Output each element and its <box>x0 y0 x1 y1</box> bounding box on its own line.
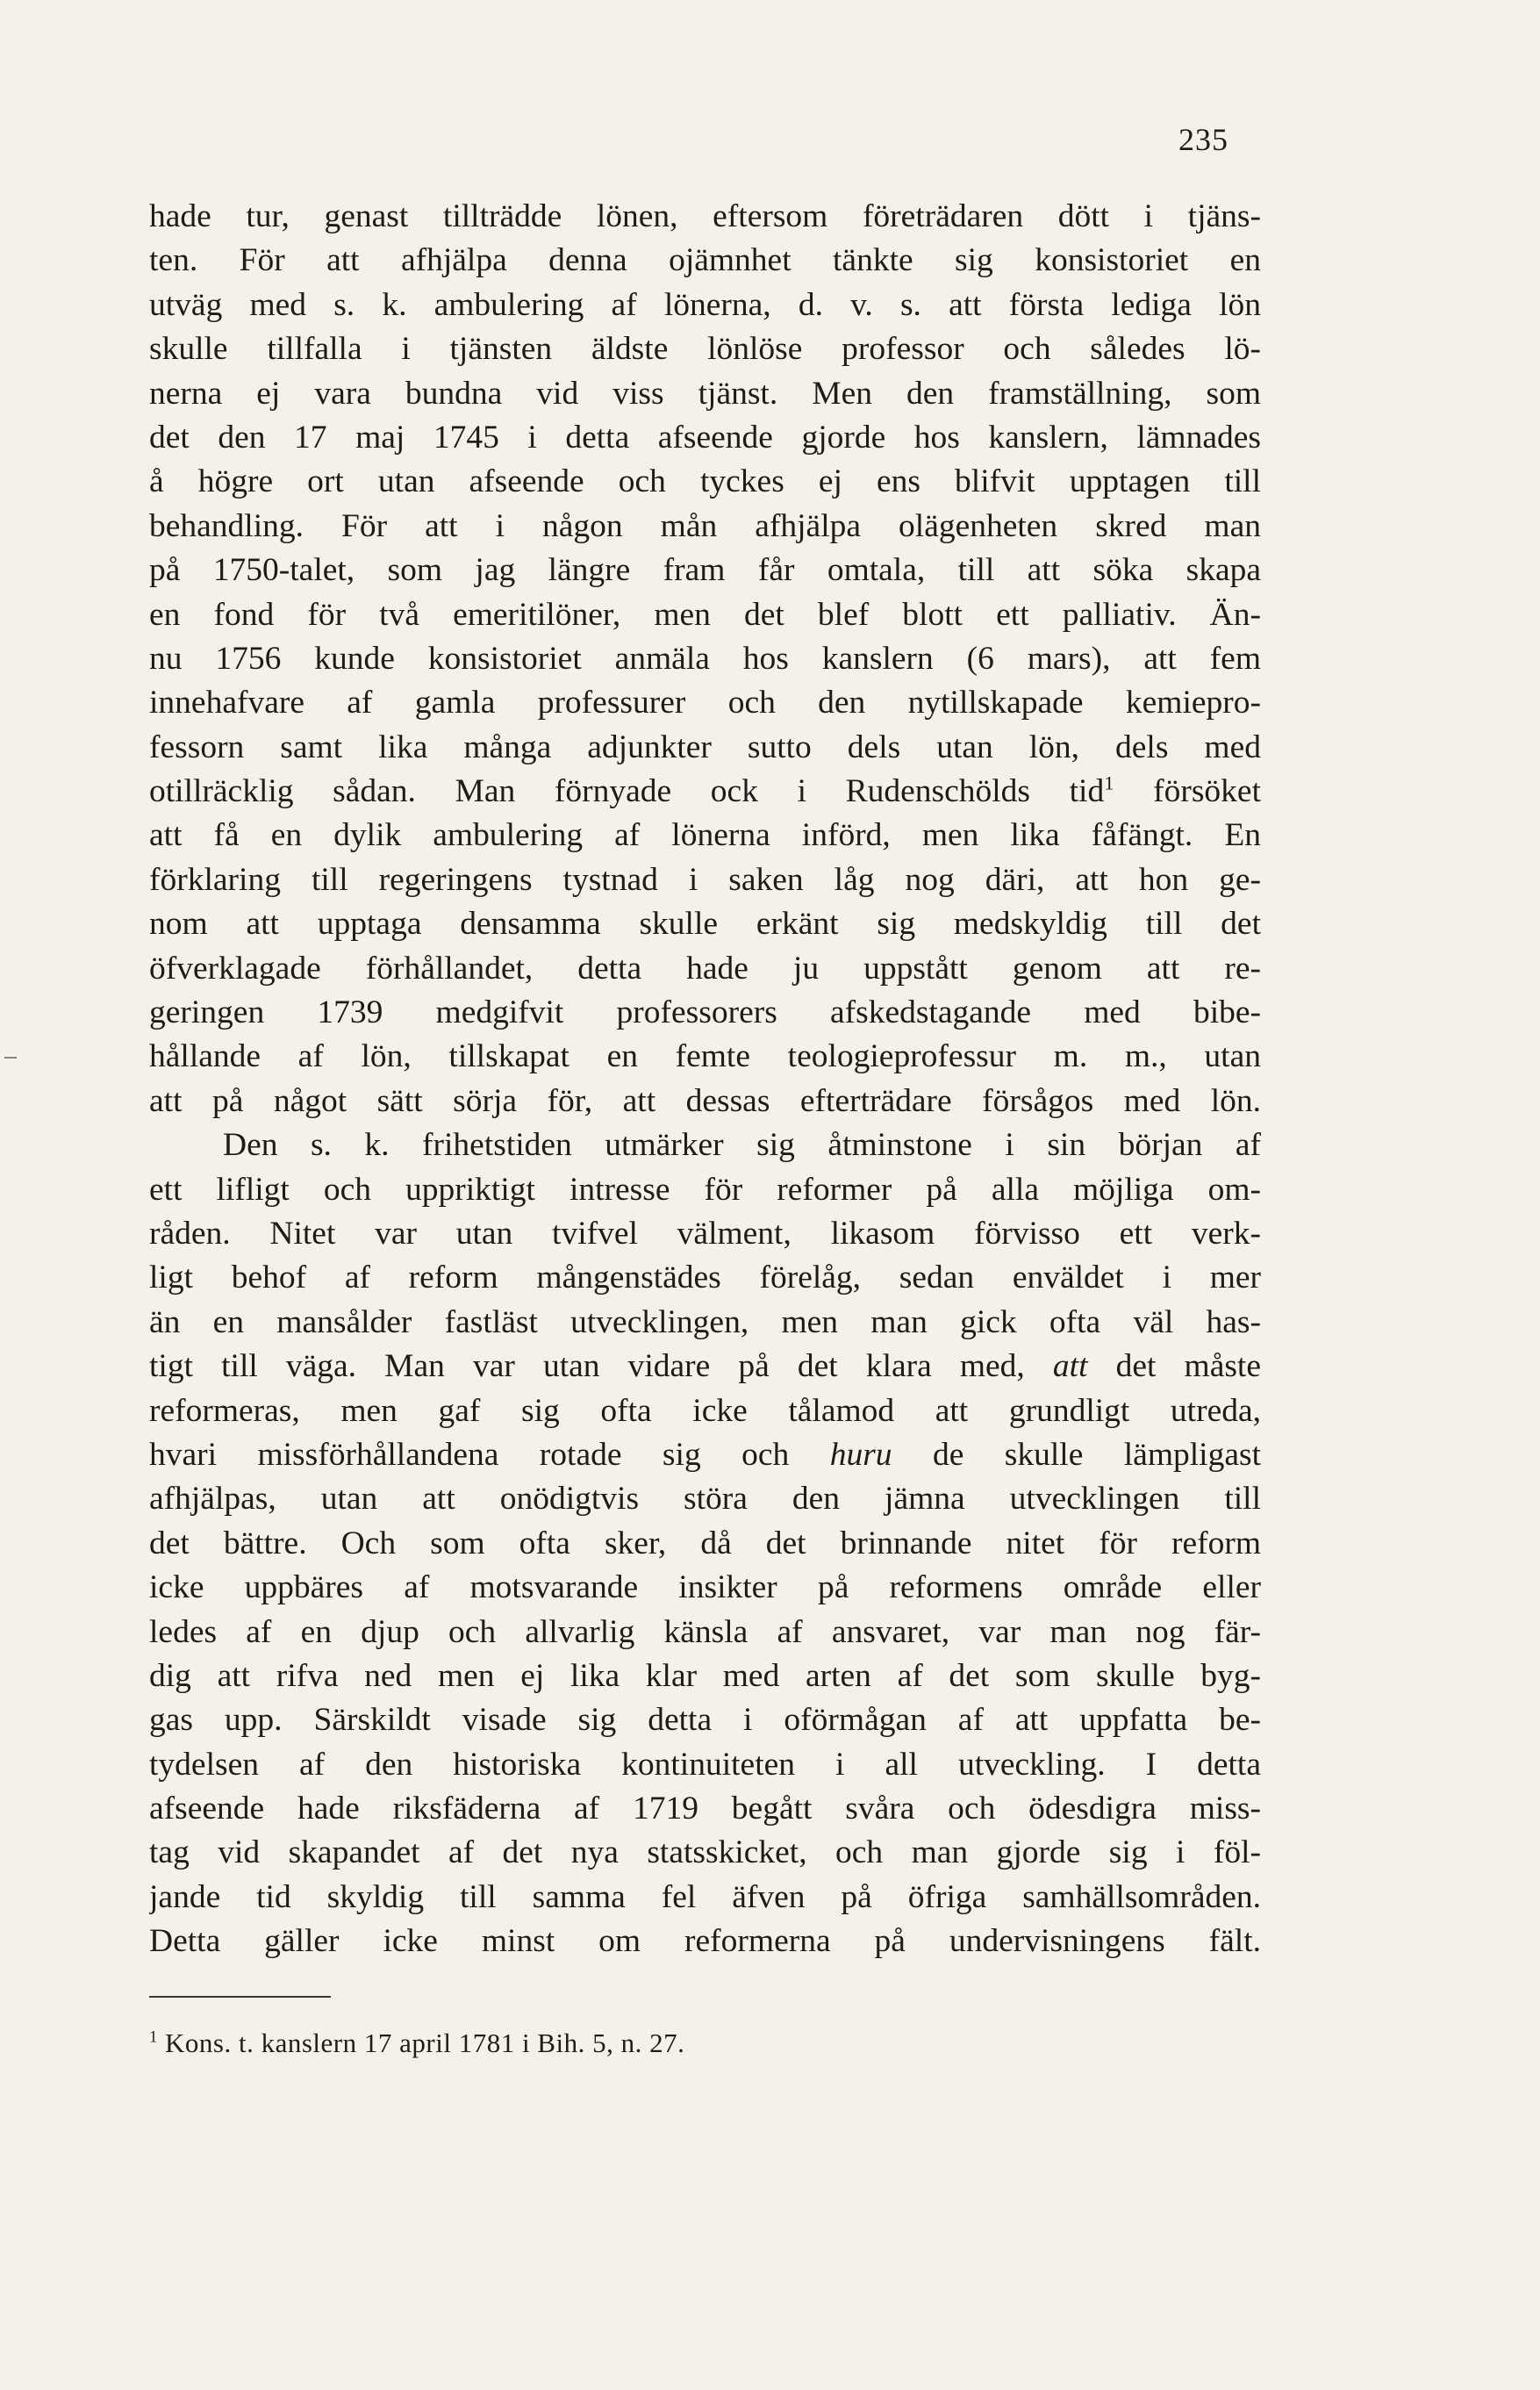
text-line: Detta gäller icke minst om reformerna på undervisningens fält. <box>149 1923 1261 1960</box>
text-line: nerna ej vara bundna vid viss tjänst. Men den framställning, som <box>149 375 1261 412</box>
text-line: förklaring till regeringens tystnad i saken låg nog däri, att hon ge- <box>149 861 1261 898</box>
footnote <box>149 2025 684 2062</box>
text-line: ten. För att afhjälpa denna ojämnhet tänkte sig konsistoriet en <box>149 242 1261 279</box>
text-line-with-footnote-ref <box>149 770 1261 814</box>
text-line: afseende hade riksfäderna af 1719 begått svåra och ödesdigra miss- <box>149 1791 1261 1827</box>
text-line: nom att upptaga densamma skulle erkänt sig medskyldig till det <box>149 906 1261 943</box>
text-line: innehafvare af gamla professurer och den nytillskapade kemiepro- <box>149 685 1261 721</box>
body-text <box>149 195 1261 1964</box>
text-line: ligt behof af reform mångenstädes förelåg, sedan enväldet i mer <box>149 1260 1261 1296</box>
text-line: afhjälpas, utan att onödigtvis störa den jämna utvecklingen till <box>149 1481 1261 1518</box>
text-line-with-italic <box>149 1345 1261 1389</box>
text-line: icke uppbäres af motsvarande insikter på reformens område eller <box>149 1569 1261 1606</box>
text-line: tag vid skapandet af det nya statsskicket, och man gjorde sig i föl- <box>149 1834 1261 1871</box>
italic-word: att <box>1052 1348 1088 1385</box>
text-line: hållande af lön, tillskapat en femte teologieprofessur m. m., utan <box>149 1038 1261 1075</box>
text-line: hade tur, genast tillträdde lönen, eftersom företrädaren dött i tjäns- <box>149 198 1261 234</box>
text-segment: de skulle lämpligast <box>892 1436 1261 1473</box>
text-line: dig att rifva ned men ej lika klar med arten af det som skulle byg- <box>149 1657 1261 1694</box>
text-segment: försöket <box>1114 773 1261 810</box>
text-line: att få en dylik ambulering af lönerna införd, men lika fåfängt. En <box>149 817 1261 854</box>
text-line: ledes af en djup och allvarlig känsla af ansvaret, var man nog fär- <box>149 1613 1261 1650</box>
page-number: 235 <box>1178 122 1228 157</box>
text-line: skulle tillfalla i tjänsten äldste lönlöse professor och således lö- <box>149 331 1261 368</box>
text-line: det bättre. Och som ofta sker, då det brinnande nitet för reform <box>149 1525 1261 1561</box>
text-line: det den 17 maj 1745 i detta afseende gjorde hos kanslern, lämnades <box>149 419 1261 456</box>
text-line: att på något sätt sörja för, att dessas efterträdare försågos med lön. <box>149 1082 1261 1119</box>
italic-word: huru <box>829 1436 892 1473</box>
text-line: å högre ort utan afseende och tyckes ej ens blifvit upptagen till <box>149 463 1261 500</box>
text-line: gas upp. Särskildt visade sig detta i oförmågan af att uppfatta be- <box>149 1702 1261 1739</box>
text-line: behandling. För att i någon mån afhjälpa olägenheten skred man <box>149 507 1261 544</box>
text-segment: hvari missförhållandena rotade sig och <box>149 1436 790 1473</box>
text-line: fessorn samt lika många adjunkter sutto dels utan lön, dels med <box>149 728 1261 765</box>
text-line: tydelsen af den historiska kontinuiteten i all utveckling. I detta <box>149 1746 1261 1783</box>
text-line: råden. Nitet var utan tvifvel välment, likasom förvisso ett verk- <box>149 1215 1261 1252</box>
text-line: på 1750-talet, som jag längre fram får omtala, till att söka skapa <box>149 552 1261 589</box>
text-line: jande tid skyldig till samma fel äfven på öfriga samhällsområden. <box>149 1878 1261 1915</box>
text-line: geringen 1739 medgifvit professorers afskedstagande med bibe- <box>149 994 1261 1031</box>
margin-mark <box>4 1057 17 1059</box>
text-line: nu 1756 kunde konsistoriet anmäla hos kanslern (6 mars), att fem <box>149 640 1261 677</box>
footnote-rule <box>149 1996 331 1998</box>
text-line: ett lifligt och uppriktigt intresse för reformer på alla möjliga om- <box>149 1171 1261 1208</box>
text-line: reformeras, men gaf sig ofta icke tålamod att grundligt utreda, <box>149 1392 1261 1429</box>
text-line: utväg med s. k. ambulering af lönerna, d. v. s. att första lediga lön <box>149 286 1261 323</box>
footnote-text: Kons. t. kanslern 17 april 1781 i Bih. 5, n. 27. <box>157 2028 685 2058</box>
text-segment: det måste <box>1087 1348 1261 1385</box>
footnote-ref: 1 <box>1104 772 1114 794</box>
text-line: öfverklagade förhållandet, detta hade ju uppstått genom att re- <box>149 950 1261 987</box>
text-segment: tigt till väga. Man var utan vidare på det klara med, <box>149 1348 1025 1385</box>
text-line: en fond för två emeritilöner, men det blef blott ett palliativ. Än- <box>149 596 1261 633</box>
paragraph-first-line: Den s. k. frihetstiden utmärker sig åtminstone i sin början af <box>223 1127 1261 1164</box>
text-line: än en mansålder fastläst utvecklingen, men man gick ofta väl has- <box>149 1303 1261 1340</box>
footnote-marker: 1 <box>149 2028 158 2047</box>
text-segment: otillräcklig sådan. Man förnyade ock i Rudenschölds tid <box>149 773 1105 810</box>
text-line-with-italic <box>149 1433 1261 1477</box>
